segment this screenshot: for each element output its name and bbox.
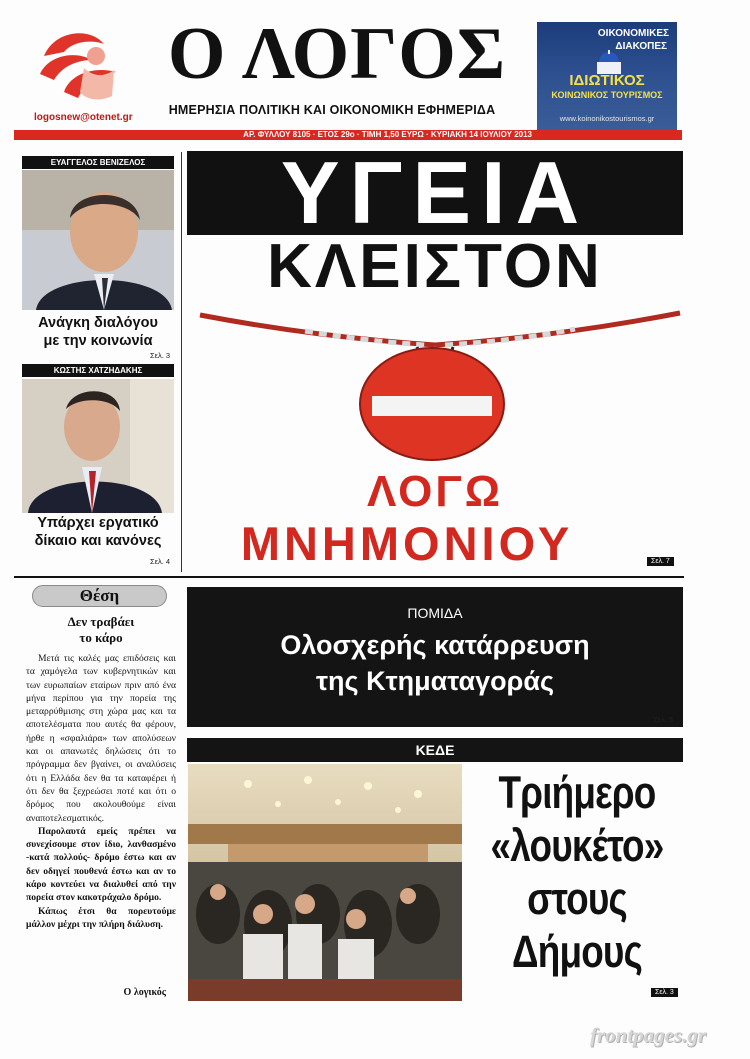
column-divider — [181, 152, 182, 572]
editorial-section-label: Θέση — [32, 585, 167, 607]
kede-headline-line1: Τριήμερο — [498, 767, 656, 818]
ad-line-4: ΚΟΙΝΩΝΙΚΟΣ ΤΟΥΡΙΣΜΟΣ — [551, 90, 663, 100]
ad-line-1: ΟΙΚΟΝΟΜΙΚΕΣ — [597, 28, 669, 39]
kede-headline — [486, 766, 668, 978]
page-ref-venizelos: Σελ. 3 — [150, 351, 171, 360]
editorial-paragraph: Παρολαυτά εμείς πρέπει να συνεχίσουμε στον ίδιο, λανθασμένο -κατά πολλούς- δρόμο έστω και αν δεν οδηγεί πουθενά έστω και αν το κάρο κοντεύει να διαλυθεί από την πορεία στον κακοτράχαλο δρόμο. — [26, 825, 176, 904]
page-ref-kede: Σελ. 3 — [651, 988, 678, 997]
issue-info-bar: ΑΡ. ΦΥΛΛΟΥ 8105 · ΕΤΟΣ 29ο · ΤΙΜΗ 1,50 ΕΥΡΩ · ΚΥΡΙΑΚΗ 14 ΙΟΥΛΙΟΥ 2013 — [14, 130, 682, 140]
newspaper-subtitle: ΗΜΕΡΗΣΙΑ ΠΟΛΙΤΙΚΗ ΚΑΙ ΟΙΚΟΝΟΜΙΚΗ ΕΦΗΜΕΡΙΔΑ — [168, 103, 496, 117]
editorial-signature: Ο λογικός — [123, 987, 166, 998]
story-label-hatzidakis: ΚΩΣΤΗΣ ΧΑΤΖΗΔΑΚΗΣ — [22, 364, 174, 377]
main-headline: ΚΛΕΙΣΤΟΝ — [267, 232, 603, 301]
tourism-advertisement — [537, 22, 677, 130]
editorial-body — [26, 652, 176, 931]
newspaper-logo-icon — [34, 26, 124, 112]
pomida-headline-line2: της Κτηματαγοράς — [316, 666, 554, 696]
editorial-paragraph: Κάπως έτσι θα πορευτούμε μάλλον μέχρι την πλήρη διάλυση. — [26, 905, 176, 930]
contact-email: logosnew@otenet.gr — [34, 112, 133, 123]
caption-venizelos-line2: με την κοινωνία — [43, 333, 153, 349]
main-red-line-1: ΛΟΓΩ — [366, 467, 504, 516]
kede-headline-line4: Δήμους — [512, 926, 642, 977]
editorial-title-line2: το κάρο — [79, 630, 123, 645]
pomida-section-label: ΠΟΜΙΔΑ — [407, 605, 463, 621]
no-entry-sign-icon — [358, 346, 506, 462]
section-divider — [14, 576, 684, 578]
caption-hatzidakis-line1: Υπάρχει εργατικό — [37, 515, 159, 531]
newspaper-title: Ο ΛΟΓΟΣ — [167, 13, 507, 95]
editorial-title-line1: Δεν τραβάει — [67, 614, 135, 629]
main-banner: ΥΓΕΙΑ — [187, 151, 683, 235]
ad-line-3: ΙΔΙΩΤΙΚΟΣ — [569, 72, 645, 89]
main-red-line-2: ΜΝΗΜΟΝΙΟΥ — [240, 517, 574, 570]
editorial-title — [26, 614, 176, 646]
caption-venizelos-line1: Ανάγκη διαλόγου — [38, 315, 158, 331]
page-ref-pomida: Σελ. 5 — [653, 715, 674, 724]
kede-headline-line3: στους — [527, 873, 627, 924]
site-watermark: frontpages.gr — [590, 1023, 707, 1047]
church-dome-icon — [589, 50, 629, 74]
kede-section-label: ΚΕΔΕ — [187, 738, 683, 762]
photo-venizelos — [22, 170, 174, 310]
ad-line-2: ΔΙΑΚΟΠΕΣ — [615, 41, 667, 52]
kede-headline-line2: «λουκέτο» — [490, 820, 664, 871]
pomida-headline-line1: Ολοσχερής κατάρρευση — [280, 630, 590, 660]
ad-url: www.koinonikostourismos.gr — [559, 114, 655, 123]
photo-hatzidakis — [22, 379, 174, 513]
caption-hatzidakis-line2: δίκαιο και κανόνες — [34, 533, 162, 549]
pomida-story-box — [187, 587, 683, 727]
story-label-venizelos: ΕΥΑΓΓΕΛΟΣ ΒΕΝΙΖΕΛΟΣ — [22, 156, 174, 169]
pomida-headline — [187, 627, 683, 699]
conference-hall-photo — [188, 764, 462, 1001]
editorial-paragraph: Μετά τις καλές μας επιδόσεις και τα χαμόγελα των κυβερνητικών και των ευρωπαίων εταίρων πριν από ένα μήνα περίπου για την πορεία της μεταρρύθμισης στη χώρα μας και τα αποτελέσματα που αυτές θα φέρουν, ήρθε η «σφαλιάρα» των απολύσεων και οι απανωτές δηλώσεις ότι το πρόγραμμα δεν βγαίνει, οι αναλύσεις ότι η Ελλάδα δεν θα τα καταφέρει ή ότι δεν θα ξεχρεώσει ποτέ και ότι ο δρόμος που ακολουθούμε είναι αναποτελεσματικός. — [26, 653, 176, 824]
page-ref-main: Σελ. 7 — [647, 557, 674, 566]
page-ref-hatzidakis: Σελ. 4 — [150, 557, 171, 566]
